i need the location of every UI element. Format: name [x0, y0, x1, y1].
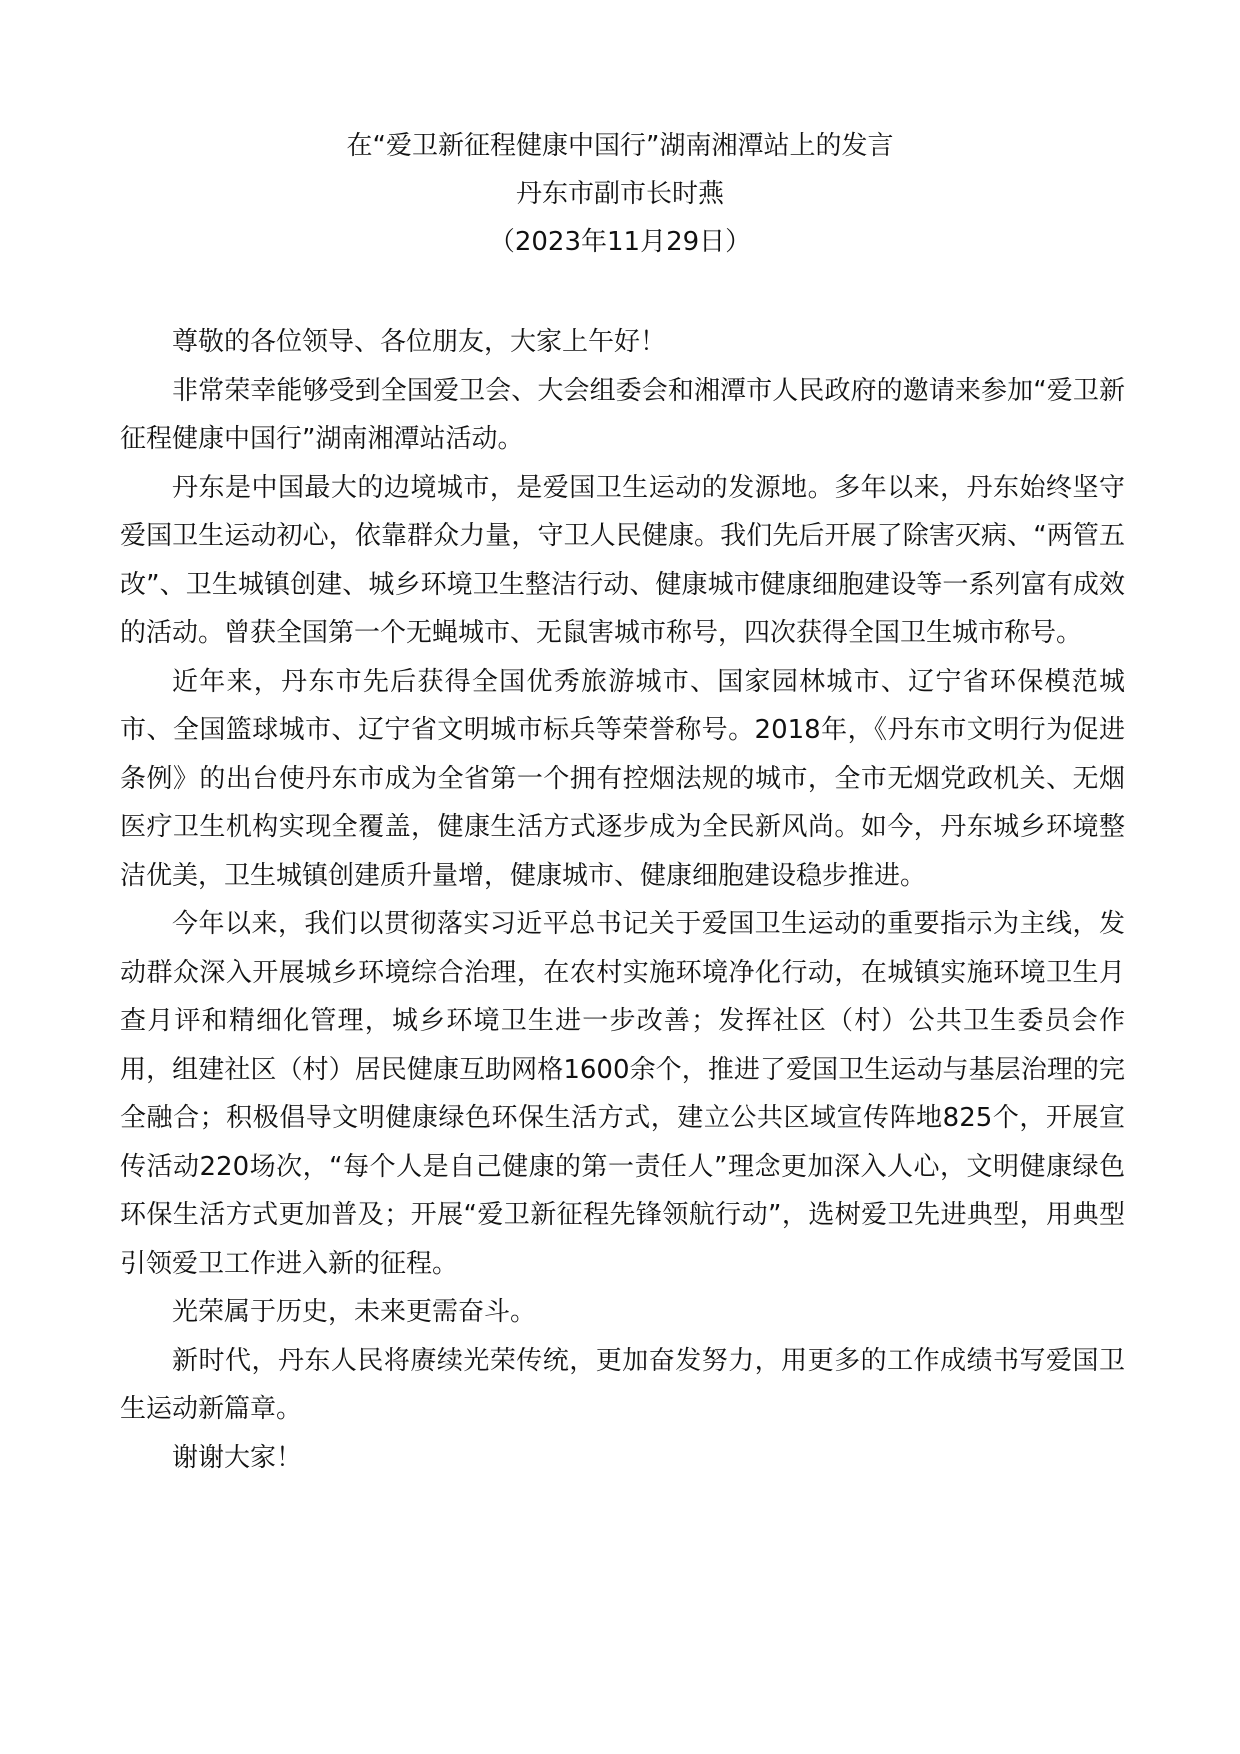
- paragraph-thanks: 谢谢大家！: [172, 1442, 303, 1473]
- speech-body: [120, 318, 1125, 1482]
- paragraph-recent-honors: 近年来，丹东市先后获得全国优秀旅游城市、国家园林城市、辽宁省环保模范城市、全国篮球城市、辽宁省文明城市标兵等荣誉称号。2018年，《丹东市文明行为促进条例》的出台使丹东市成为全省第一个拥有控烟法规的城市，全市无烟党政机关、无烟医疗卫生机构实现全覆盖，健康生活方式逐步成为全民新风尚。如今，丹东城乡环境整洁优美，卫生城镇创建质升量增，健康城市、健康细胞建设稳步推进。: [120, 666, 1125, 891]
- speaker-name: 丹东市副市长时燕: [515, 179, 724, 209]
- document-header: [0, 122, 1240, 266]
- paragraph-glory: 光荣属于历史，未来更需奋斗。: [172, 1297, 537, 1327]
- speech-date: （2023年11月29日）: [488, 227, 752, 257]
- paragraph-new-era: 新时代，丹东人民将赓续光荣传统，更加奋发努力，用更多的工作成绩书写爱国卫生运动新篇章。: [120, 1345, 1125, 1424]
- paragraph-opening: 非常荣幸能够受到全国爱卫会、大会组委会和湘潭市人民政府的邀请来参加“爱卫新征程健康中国行”湖南湘潭站活动。: [120, 375, 1125, 454]
- paragraph-dandong-history: 丹东是中国最大的边境城市，是爱国卫生运动的发源地。多年以来，丹东始终坚守爱国卫生运动初心，依靠群众力量，守卫人民健康。我们先后开展了除害灭病、“两管五改”、卫生城镇创建、城乡环境卫生整洁行动、健康城市健康细胞建设等一系列富有成效的活动。曾获全国第一个无蝇城市、无鼠害城市称号，四次获得全国卫生城市称号。: [120, 472, 1125, 648]
- paragraph-greeting: 尊敬的各位领导、各位朋友，大家上午好！: [172, 327, 667, 357]
- speech-title: 在“爱卫新征程健康中国行”湖南湘潭站上的发言: [346, 131, 894, 161]
- paragraph-this-year: 今年以来，我们以贯彻落实习近平总书记关于爱国卫生运动的重要指示为主线，发动群众深入开展城乡环境综合治理，在农村实施环境净化行动，在城镇实施环境卫生月查月评和精细化管理，城乡环境卫生进一步改善；发挥社区（村）公共卫生委员会作用，组建社区（村）居民健康互助网格1600余个，推进了爱国卫生运动与基层治理的完全融合；积极倡导文明健康绿色环保生活方式，建立公共区域宣传阵地825个，开展宣传活动220场次，“每个人是自己健康的第一责任人”理念更加深入人心，文明健康绿色环保生活方式更加普及；开展“爱卫新征程先锋领航行动”，选树爱卫先进典型，用典型引领爱卫工作进入新的征程。: [120, 909, 1125, 1279]
